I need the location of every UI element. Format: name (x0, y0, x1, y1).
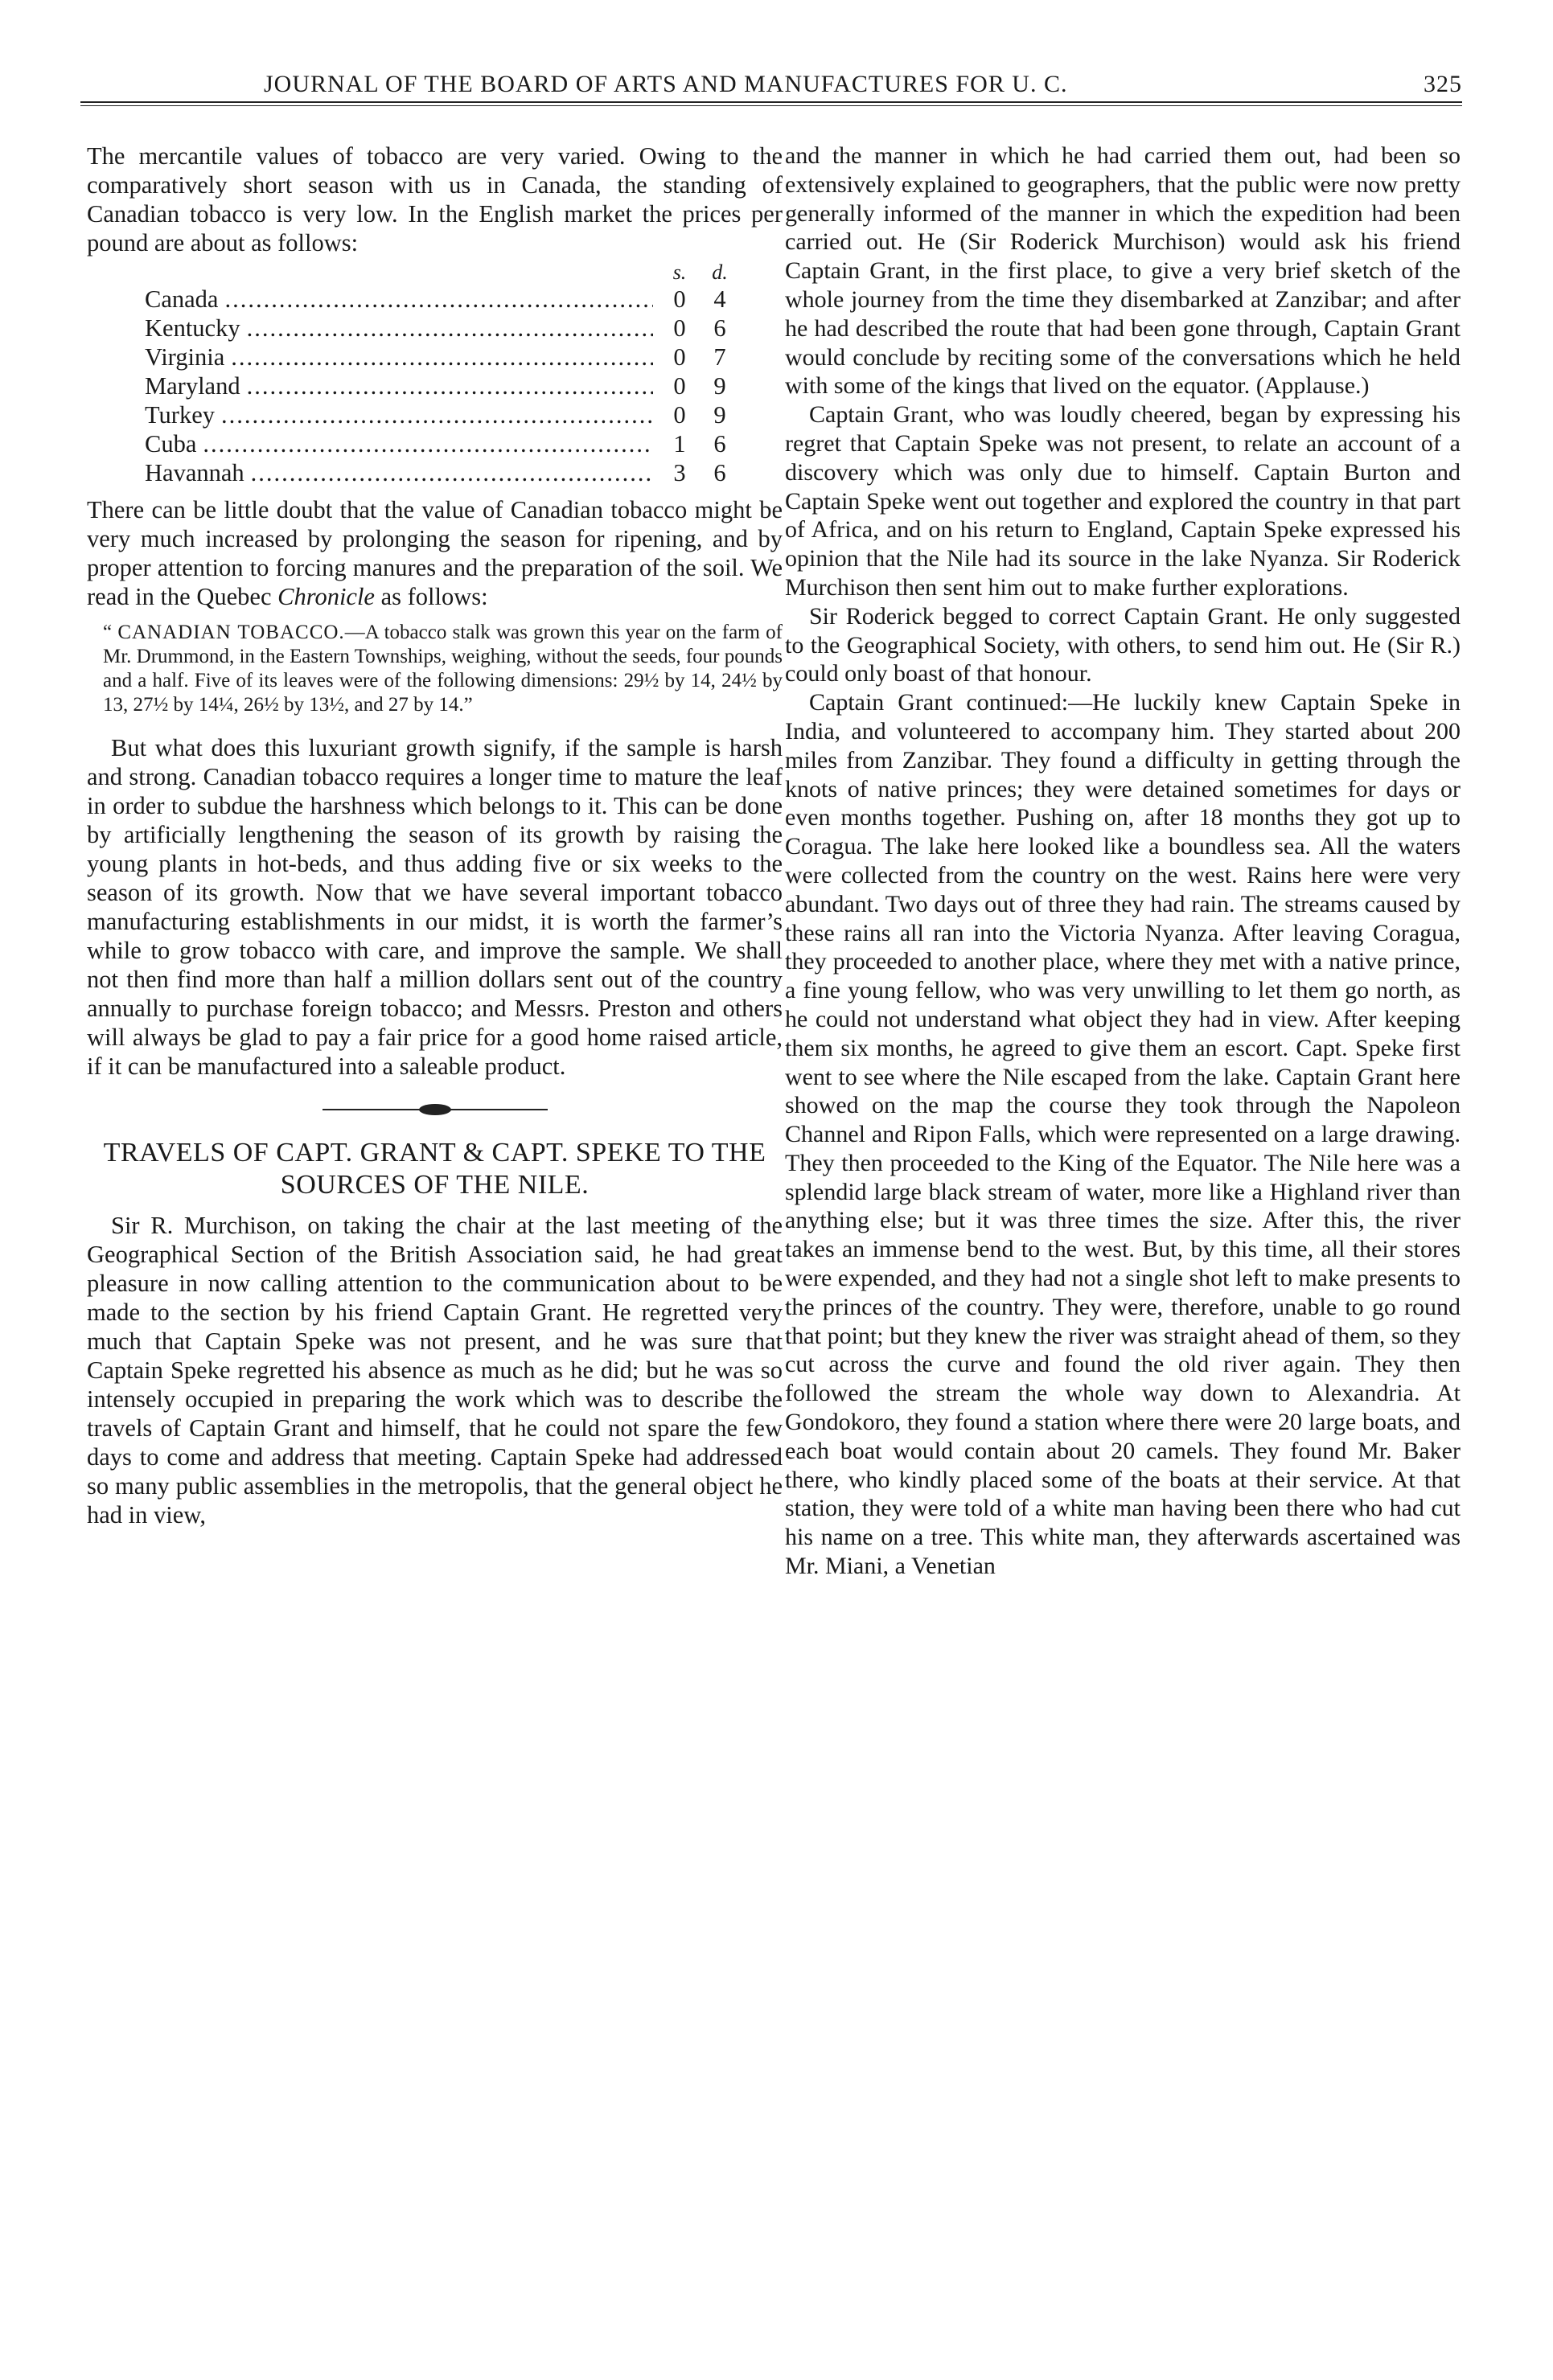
price-pence: 7 (713, 343, 726, 371)
leader-dots (247, 314, 653, 343)
price-shillings: 0 (673, 372, 686, 400)
price-name: Cuba (145, 430, 197, 458)
canadian-tobacco-paragraph (87, 495, 783, 611)
section-title: TRAVELS OF CAPT. GRANT & CAPT. SPEKE TO THE SOURCES OF THE NILE. (103, 1138, 766, 1200)
journal-title: JOURNAL OF THE BOARD OF ARTS AND MANUFACTURES FOR U. C. (264, 71, 1068, 97)
murchison-paragraph: Sir R. Murchison, on taking the chair at the last meeting of the Geographical Section of the British Association said, he had great pleasure in now calling attention to the communication about to be made to the section by his friend Captain Grant. He regretted very much that Captain Speke was not present, and he was sure that Captain Speke regretted his absence as much as he did; but he was so intensely occupied in preparing the work which was to describe the travels of Captain Grant and himself, that he could not spare the few days to come and address that meeting. Captain Speke had addressed so many public assemblies in the metropolis, that the general object he had in view, (87, 1212, 783, 1529)
price-shillings: 3 (673, 459, 686, 486)
price-shillings: 1 (673, 430, 686, 458)
quote-body: —A tobacco stalk was grown this year on the farm of Mr. Drummond, in the Eastern Townships, weighing, without the seeds, four pounds and a half. Five of its leaves were of the following dimensions: 29½ by 14, 24½ by 13, 27½ by 14¼, 26½ by 13½, and 27 by 14.” (103, 622, 783, 716)
price-units-header (145, 261, 740, 285)
price-pence: 9 (713, 401, 726, 429)
section-divider-ornament (323, 1103, 548, 1116)
price-name: Havannah (145, 459, 244, 486)
price-shillings: 0 (673, 314, 686, 342)
price-row (145, 371, 740, 400)
leader-dots (221, 400, 653, 429)
price-pence: 6 (713, 459, 726, 486)
pence-unit: d. (712, 261, 728, 284)
price-shillings: 0 (673, 401, 686, 429)
divider-knot (419, 1104, 451, 1115)
leader-dots (224, 285, 653, 314)
leader-dots (203, 429, 653, 458)
leader-dots (247, 371, 653, 400)
price-row (145, 343, 740, 371)
price-row (145, 400, 740, 429)
price-row (145, 285, 740, 314)
quote-lead: CANADIAN TOBACCO. (117, 622, 345, 643)
leader-dots (251, 458, 653, 487)
leader-dots (231, 343, 653, 371)
grant-opening-paragraph: Captain Grant, who was loudly cheered, began by expressing his regret that Captain Speke was not present, to relate an account of a discovery which was only due to himself. Captain Burton and Captain Speke went out together and explored the country in that part of Africa, and on his return to England, Captain Speke expressed his opinion that the Nile had its source in the lake Nyanza. Sir Roderick Murchison then sent him out to make further explorations. (785, 401, 1461, 601)
price-pence: 6 (713, 430, 726, 458)
price-shillings: 0 (673, 343, 686, 371)
right-column (785, 142, 1461, 1581)
correction-paragraph: Sir Roderick begged to correct Captain Grant. He only suggested to the Geographical Society, with others, to send him out. He (Sir R.) could only boast of that honour. (785, 602, 1461, 687)
price-name: Maryland (145, 372, 240, 400)
price-table (145, 261, 740, 487)
left-column (87, 142, 783, 1529)
page-number: 325 (1424, 71, 1462, 97)
tobacco-values-paragraph: The mercantile values of tobacco are very varied. Owing to the comparatively short season with us in Canada, the standing of Canadian tobacco is very low. In the English market the prices per pound are about as follows: (87, 142, 783, 256)
price-name: Turkey (145, 401, 216, 429)
price-name: Canada (145, 285, 219, 313)
price-row (145, 314, 740, 343)
growth-paragraph: But what does this luxuriant growth signify, if the sample is harsh and strong. Canadian tobacco requires a longer time to mature the leaf in order to subdue the harshness which belongs to it. This can be done by artificially lengthening the season of its growth by raising the young plants in hot-beds, and thus adding five or six weeks to the season of its growth. Now that we have several important tobacco manufacturing establishments in our midst, it is worth the farmer’s while to grow tobacco with care, and improve the sample. We shall not then find more than half a million dollars sent out of the country annually to purchase foreign tobacco; and Messrs. Preston and others will always be glad to pay a fair price for a good home raised article, if it can be manufactured into a saleable product. (87, 734, 783, 1080)
continuation-paragraph: and the manner in which he had carried them out, had been so extensively explained to geographers, that the public were now pretty generally informed of the manner in which the expedition had been carried out. He (Sir Roderick Murchison) would ask his friend Captain Grant, in the first place, to give a very brief sketch of the whole journey from the time they disembarked at Zanzibar; and after he had described the route that had been gone through, Captain Grant would conclude by reciting some of the conversations which he held with some of the kings that lived on the equator. (Applause.) (785, 142, 1461, 400)
chronicle-quote: “ CANADIAN TOBACCO.—A tobacco stalk was grown this year on the farm of Mr. Drummond, in the Eastern Townships, weighing, without the seeds, four pounds and a half. Five of its leaves were of the following dimensions: 29½ by 14, 24½ by 13, 27½ by 14¼, 26½ by 13½, and 27 by 14.” (103, 622, 783, 716)
price-pence: 6 (713, 314, 726, 342)
price-name: Kentucky (145, 314, 240, 342)
journey-paragraph: Captain Grant continued:—He luckily knew Captain Speke in India, and volunteered to accompany him. They started about 200 miles from Zanzibar. They found a difficulty in getting through the knots of native princes; they were detained sometimes for days or even months together. Pushing on, after 18 months they got up to Coragua. The lake here looked like a boundless sea. All the waters were collected from the country on the west. Rains here were very abundant. Two days out of three they had rain. The streams caused by these rains all ran into the Victoria Nyanza. After leaving Coragua, they proceeded to another place, where they met with a native prince, a fine young fellow, who was very unwilling to let them go north, as he could not understand what object they had in view. After keeping them six months, he agreed to give them an escort. Capt. Speke first went to see where the Nile escaped from the lake. Captain Grant here showed on the map the course they took through the Napoleon Channel and Ripon Falls, which were represented on a large drawing. They then proceeded to the King of the Equator. The Nile here was a splendid large black stream of water, more like a Highland river than anything else; but it was three times the size. After this, the river takes an immense bend to the west. But, by this time, all their stores were expended, and they had not a single shot left to make presents to the princes of the country. They were, therefore, unable to go round that point; but they knew the river was straight ahead of them, so they cut across the curve and found the old river again. They then followed the stream the whole way down to Alexandria. At Gondokoro, they found a station where there were 20 large boats, and each boat would contain about 20 camels. They found Mr. Baker there, who kindly placed some of the boats at their service. At that station, they were told of a white man having been there who had cut his name on a tree. This white man, they afterwards ascertained was Mr. Miani, a Venetian (785, 689, 1461, 1580)
price-name: Virginia (145, 343, 225, 371)
price-shillings: 0 (673, 285, 686, 313)
price-row (145, 429, 740, 458)
price-pence: 9 (713, 372, 726, 400)
shillings-unit: s. (672, 261, 687, 284)
paragraph-text-end: as follows: (374, 583, 488, 610)
paragraph-text: There can be little doubt that the value of Canadian tobacco might be very much increased by prolonging the season for ripening, and by proper attention to forcing manures and the preparation of the soil. We read in the Quebec (87, 496, 783, 610)
chronicle-title: Chronicle (277, 583, 375, 610)
price-pence: 4 (713, 285, 726, 313)
header-rule (80, 101, 1462, 106)
price-row (145, 458, 740, 487)
